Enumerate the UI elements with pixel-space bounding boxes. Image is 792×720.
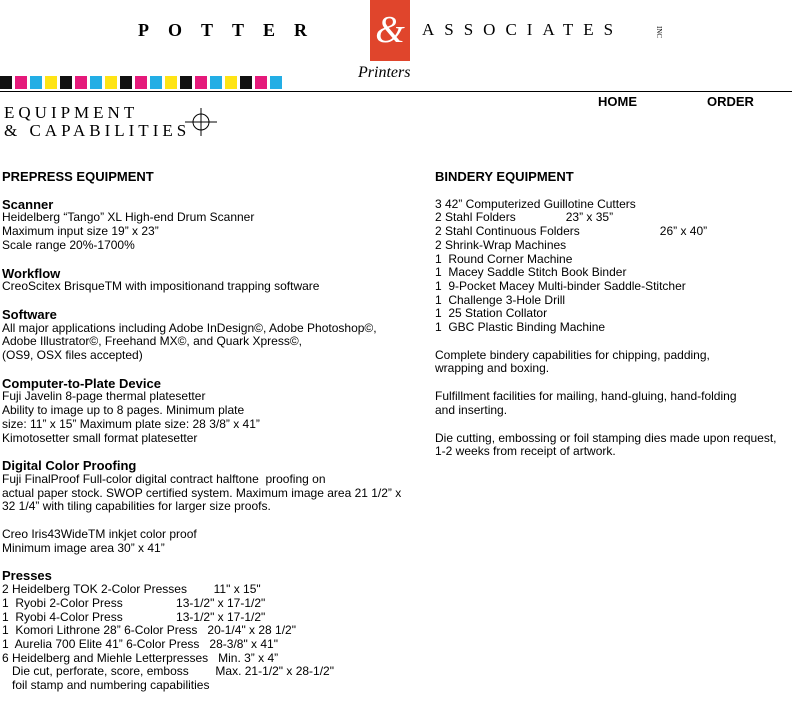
nav-home-link[interactable]: HOME (598, 94, 637, 109)
bindery-item: 2 Shrink-Wrap Machines (435, 237, 567, 252)
bindery-paragraph-line: 1-2 weeks from receipt of artwork. (435, 444, 616, 459)
section-line: (OS9, OSX files accepted) (2, 348, 143, 363)
section-line (2, 514, 422, 528)
section-line: Die cut, perforate, score, emboss Max. 21-1/2" x 28-1/2" (2, 664, 334, 679)
spacer (435, 335, 792, 349)
page-title: EQUIPMENT & CAPABILITIES (4, 103, 191, 140)
bindery-item: 1 Challenge 3-Hole Drill (435, 292, 566, 307)
section-heading: Software (2, 306, 57, 322)
bindery-paragraph-line: wrapping and boxing. (435, 361, 550, 376)
section-line: 1 Ryobi 4-Color Press 13-1/2" x 17-1/2" (2, 609, 266, 624)
section-line: Scale range 20%-1700% (2, 237, 135, 252)
brand-ampersand: & (370, 0, 410, 61)
section-line: Fuji FinalProof Full-color digital contract halftone proofing on (2, 471, 326, 486)
section-line: Ability to image up to 8 pages. Minimum plate (2, 403, 245, 418)
bindery-item: 1 9-Pocket Macey Multi-binder Saddle-Stitcher (435, 278, 686, 293)
spacer (435, 376, 792, 390)
color-swatch (105, 76, 117, 89)
nav-order-link[interactable]: ORDER (707, 94, 754, 109)
section-line: 6 Heidelberg and Miehle Letterpresses Min. 3” x 4” (2, 650, 279, 665)
color-bar (0, 76, 285, 89)
section-heading: Computer-to-Plate Device (2, 375, 161, 391)
brand-name-right: ASSOCIATES (422, 20, 624, 39)
section-line: All major applications including Adobe InDesign©, Adobe Photoshop©, (2, 320, 377, 335)
section-line: CreoScitex BrisqueTM with impositionand trapping software (2, 279, 320, 294)
spacer (435, 418, 792, 432)
color-swatch (210, 76, 222, 89)
bindery-paragraph-line: Die cutting, embossing or foil stamping dies made upon request, (435, 430, 777, 445)
bindery-item: 3 42” Computerized Guillotine Cutters (435, 196, 636, 211)
color-swatch (165, 76, 177, 89)
color-swatch (120, 76, 132, 89)
section-line: 32 1/4” with tiling capabilities for larger size proofs. (2, 499, 271, 514)
bindery-item: 2 Stahl Folders 23” x 35” (435, 210, 614, 225)
section-heading: Workflow (2, 265, 61, 281)
brand-inc: INC (655, 26, 663, 39)
bindery-column (435, 170, 792, 459)
brand-name-left: POTTER (138, 20, 327, 40)
section-line: 1 Komori Lithrone 28” 6-Color Press 20-1/4" x 28 1/2" (2, 623, 296, 638)
prepress-column (2, 170, 422, 693)
section-line: Adobe Illustrator©, Freehand MX©, and Quark Xpress©, (2, 334, 302, 349)
color-swatch (75, 76, 87, 89)
color-swatch (225, 76, 237, 89)
section-line: 2 Heidelberg TOK 2-Color Presses 11" x 15" (2, 582, 261, 597)
section-line: Creo Iris43WideTM inkjet color proof (2, 527, 197, 542)
color-swatch (270, 76, 282, 89)
section-heading: Presses (2, 568, 52, 584)
color-swatch (15, 76, 27, 89)
color-swatch (45, 76, 57, 89)
section-heading: Scanner (2, 196, 54, 212)
bindery-item: 1 Macey Saddle Stitch Book Binder (435, 265, 627, 280)
bindery-title: BINDERY EQUIPMENT (435, 169, 574, 184)
color-swatch (0, 76, 12, 89)
bindery-paragraph-line: and inserting. (435, 402, 508, 417)
color-swatch (255, 76, 267, 89)
section-line: Maximum input size 19” x 23” (2, 224, 159, 239)
prepress-title: PREPRESS EQUIPMENT (2, 169, 154, 184)
bindery-item: 2 Stahl Continuous Folders 26” x 40” (435, 224, 708, 239)
color-swatch (195, 76, 207, 89)
color-swatch (150, 76, 162, 89)
section-line: Fuji Javelin 8-page thermal platesetter (2, 389, 206, 404)
bindery-item: 1 Round Corner Machine (435, 251, 573, 266)
color-swatch (240, 76, 252, 89)
color-swatch (135, 76, 147, 89)
crosshair-icon (185, 108, 217, 136)
section-line: Kimotosetter small format platesetter (2, 430, 198, 445)
bindery-item: 1 25 Station Collator (435, 306, 548, 321)
color-swatch (90, 76, 102, 89)
color-swatch (180, 76, 192, 89)
section-line: Minimum image area 30” x 41” (2, 540, 165, 555)
brand-subtitle: Printers (358, 64, 411, 81)
color-swatch (30, 76, 42, 89)
header-divider (0, 91, 792, 92)
color-swatch (60, 76, 72, 89)
bindery-item: 1 GBC Plastic Binding Machine (435, 320, 606, 335)
section-line: 1 Ryobi 2-Color Press 13-1/2" x 17-1/2" (2, 595, 266, 610)
section-line: Heidelberg “Tango” XL High-end Drum Scanner (2, 210, 255, 225)
section-heading: Digital Color Proofing (2, 458, 137, 474)
bindery-paragraph-line: Complete bindery capabilities for chipping, padding, (435, 347, 710, 362)
section-line: actual paper stock. SWOP certified system. Maximum image area 21 1/2” x (2, 485, 402, 500)
section-line: size: 11” x 15” Maximum plate size: 28 3/8” x 41” (2, 416, 260, 431)
section-line: foil stamp and numbering capabilities (2, 678, 210, 693)
section-line: 1 Aurelia 700 Elite 41” 6-Color Press 28-3/8" x 41" (2, 636, 278, 651)
bindery-paragraph-line: Fulfillment facilities for mailing, hand-gluing, hand-folding (435, 389, 737, 404)
